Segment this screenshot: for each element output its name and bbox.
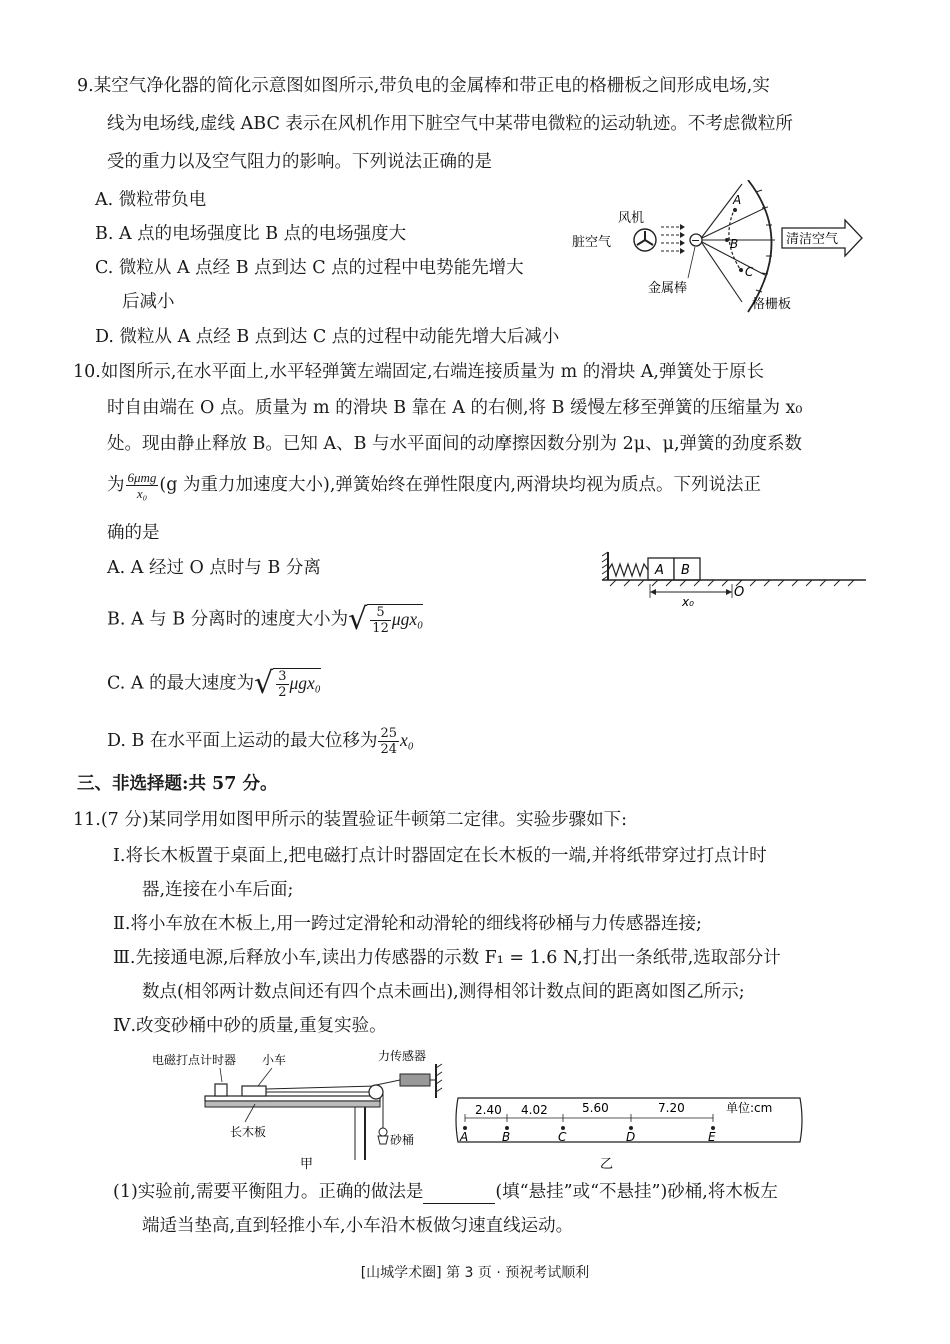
timer-label: 电磁打点计时器 (152, 1053, 237, 1067)
fixed-pulley (369, 1085, 383, 1099)
spring-block-figure (600, 548, 870, 610)
distance-ab: 2.40 (475, 1103, 502, 1117)
q11-part1-line2: 端适当垫高,直到轻推小车,小车沿木板做匀速直线运动。 (142, 1216, 574, 1236)
q9-option-d: D. 微粒从 A 点经 B 点到达 C 点的过程中动能先增大后减小 (95, 327, 560, 347)
q11-step1-line1: Ⅰ.将长木板置于桌面上,把电磁打点计时器固定在长木板的一端,并将纸带穿过打点计时 (113, 846, 767, 866)
q9-option-c-line1: C. 微粒从 A 点经 B 点到达 C 点的过程中电势能先增大 (95, 258, 524, 278)
q11-step1-line2: 器,连接在小车后面; (142, 880, 294, 900)
svg-text:O: O (734, 585, 745, 600)
k-numerator: 6μmg (127, 470, 157, 485)
q9-stem-line3: 受的重力以及空气阻力的影响。下列说法正确的是 (107, 152, 492, 172)
figure-jia-caption: 甲 (300, 1157, 314, 1170)
timer-device (215, 1084, 227, 1096)
q9-option-c-line2: 后减小 (122, 292, 175, 312)
q10-option-a: A. A 经过 O 点时与 B 分离 (107, 558, 321, 578)
page-footer: [山城学术圈] 第 3 页 · 预祝考试顺利 (360, 1265, 590, 1281)
point-c-label: C (745, 265, 754, 279)
svg-text:B: B (681, 563, 690, 578)
clean-air-label: 清洁空气 (786, 232, 839, 247)
sensor-label: 力传感器 (378, 1049, 427, 1063)
cart-label: 小车 (262, 1053, 287, 1067)
sand-bucket (378, 1136, 388, 1144)
grid-label: 格栅板 (752, 297, 792, 312)
svg-text:x₀: x₀ (682, 595, 694, 609)
q10-stem-line3: 处。现由静止释放 B。已知 A、B 与水平面间的动摩擦因数分别为 2μ、μ,弹簧的劲度系数 (107, 434, 803, 454)
answer-blank[interactable] (423, 1185, 495, 1204)
force-sensor (400, 1074, 430, 1086)
point-a-label: A (733, 193, 742, 207)
long-board (205, 1096, 380, 1101)
svg-text:A: A (460, 1130, 469, 1144)
q11-stem: 11.(7 分)某同学用如图甲所示的装置验证牛顿第二定律。实验步骤如下: (73, 810, 628, 830)
q10-stem-line4: 为 $\frac{\text{6μmg}}{\text{x₀}}$ (g 为重力加速度大小),弹簧始终在弹性限度内,两滑块均视为质点。下列说法正 (107, 470, 761, 501)
q11-step3-line1: Ⅲ.先接通电源,后释放小车,读出力传感器的示数 F₁ = 1.6 N,打出一条纸带,选取部分计 (113, 948, 781, 968)
distance-bc: 4.02 (521, 1103, 548, 1117)
q10-stem-line1: 10.如图所示,在水平面上,水平轻弹簧左端固定,右端连接质量为 m 的滑块 A,弹簧处于原长 (73, 362, 764, 382)
board-label: 长木板 (230, 1125, 267, 1139)
fan-label: 风机 (618, 211, 645, 226)
point-b-label: B (730, 237, 739, 251)
grid-plate (748, 180, 772, 312)
spring (608, 564, 648, 576)
distance-de: 7.20 (658, 1101, 685, 1115)
table-top (205, 1101, 380, 1107)
q9-stem-line1: 9.某空气净化器的简化示意图如图所示,带负电的金属棒和带正电的格栅板之间形成电场,实 (77, 76, 770, 96)
q11-step2: Ⅱ.将小车放在木板上,用一跨过定滑轮和动滑轮的细线将砂桶与力传感器连接; (113, 914, 702, 934)
svg-text:C: C (558, 1130, 567, 1144)
svg-text:−: − (691, 234, 701, 247)
svg-text:B: B (502, 1130, 511, 1144)
section-3-heading: 三、非选择题:共 57 分。 (77, 774, 278, 794)
rod-label: 金属棒 (648, 281, 688, 296)
q9-option-a: A. 微粒带负电 (95, 190, 207, 210)
cart (242, 1086, 266, 1096)
q10-option-d: D. B 在水平面上运动的最大位移为 $\frac{25}{24}$ x₀ (107, 726, 414, 757)
q9-option-b: B. A 点的电场强度比 B 点的电场强度大 (95, 224, 407, 244)
tape-figure-yi (450, 1090, 810, 1175)
svg-text:E: E (708, 1130, 716, 1144)
q10-stem-line2: 时自由端在 O 点。质量为 m 的滑块 B 靠在 A 的右侧,将 B 缓慢左移至弹簧的压缩量为 x₀ (107, 398, 803, 418)
distance-cd: 5.60 (582, 1101, 609, 1115)
bucket-label: 砂桶 (390, 1133, 415, 1147)
q10-option-b: B. A 与 B 分离时的速度大小为√ $\frac{5}{12}$ μgx₀ (107, 602, 424, 637)
svg-text:D: D (626, 1130, 636, 1144)
q10-stem-line5: 确的是 (107, 523, 160, 543)
air-purifier-figure (570, 180, 870, 320)
q11-part1-line1: (1)实验前,需要平衡阻力。正确的做法是 (填“悬挂”或“不悬挂”)砂桶,将木板左 (113, 1182, 778, 1202)
unit-label: 单位:cm (726, 1101, 773, 1115)
dirty-air-label: 脏空气 (572, 235, 612, 250)
figure-yi-caption: 乙 (600, 1157, 614, 1172)
q9-stem-line2: 线为电场线,虚线 ABC 表示在风机作用下脏空气中某带电微粒的运动轨迹。不考虑微粒所 (107, 114, 793, 134)
q10-option-c: C. A 的最大速度为√ $\frac{3}{2}$ μgx₀ (107, 666, 321, 701)
k-denominator: x₀ (136, 486, 148, 501)
q11-step4: Ⅳ.改变砂桶中砂的质量,重复实验。 (113, 1016, 387, 1036)
apparatus-figure-jia (150, 1040, 450, 1170)
q11-step3-line2: 数点(相邻两计数点间还有四个点未画出),测得相邻计数点间的距离如图乙所示; (142, 982, 745, 1002)
svg-text:A: A (655, 563, 664, 578)
